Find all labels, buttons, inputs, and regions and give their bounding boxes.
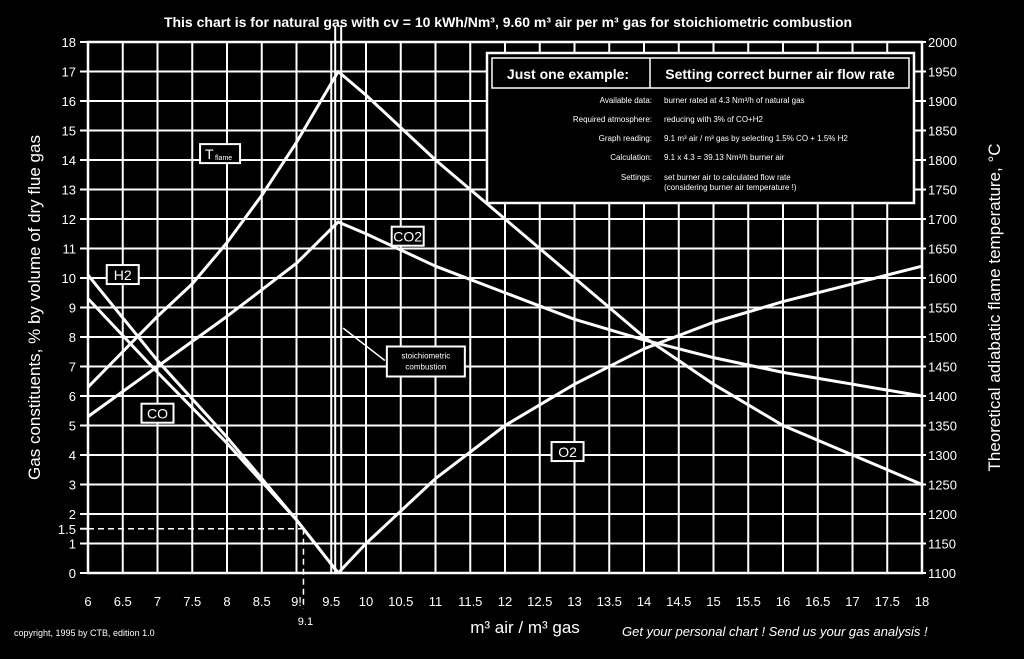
annotation-text: stoichiometric [401, 351, 451, 361]
example-row-value: set burner air to calculated flow rate [664, 173, 791, 182]
y-tick-label: 11 [62, 241, 76, 257]
x-tick-label: 10 [358, 594, 374, 609]
y-tick-label: 9 [68, 300, 76, 316]
annotation-text: combustion [405, 362, 447, 372]
y2-tick-label: 1500 [928, 330, 957, 345]
example-row-label: Available data: [599, 96, 652, 105]
x-tick-label: 14 [636, 594, 652, 609]
curve-label: H2 [113, 267, 132, 284]
series-line-co [88, 299, 338, 573]
x-tick-label: 8.5 [252, 594, 271, 609]
x-tick-label: 15.5 [735, 594, 761, 609]
y-tick-label: 4 [68, 448, 76, 463]
y-tick-label: 18 [61, 35, 76, 50]
y-tick-label: 12 [61, 212, 76, 227]
y2-tick-label: 1550 [928, 300, 957, 316]
x-tick-label: 13.5 [596, 594, 622, 609]
y-tick-label: 15 [61, 123, 76, 139]
example-row-label: Settings: [620, 173, 652, 182]
y2-tick-label: 1100 [928, 566, 956, 581]
x-axis-title: m³ air / m³ gas [470, 618, 580, 637]
y2-tick-label: 1150 [928, 536, 956, 552]
example-row-value: 9.1 x 4.3 = 39.13 Nm³/h burner air [664, 153, 785, 162]
y2-tick-label: 1300 [928, 448, 957, 463]
x-tick-label: 16 [775, 594, 791, 609]
y-tick-label: 17 [61, 64, 76, 80]
y-tick-label: 1 [68, 536, 76, 552]
y2-tick-label: 1900 [928, 94, 957, 109]
y-tick-label: 2 [68, 507, 76, 522]
curve-label: CO2 [393, 228, 423, 245]
example-row-value: reducing with 3% of CO+H2 [664, 115, 763, 124]
x-tick-label: 11.5 [458, 594, 483, 609]
x-tick-label: 9! [291, 594, 302, 609]
example-row-value: 9.1 m³ air / m³ gas by selecting 1.5% CO + 1.5% H2 [664, 134, 848, 143]
y2-tick-label: 1800 [928, 153, 957, 168]
annotation-pointer [343, 328, 385, 360]
example-row-label: Required atmosphere: [572, 115, 652, 124]
x-tick-label: 9.5 [322, 594, 341, 609]
x-tick-label: 11 [428, 594, 443, 609]
x-tick-label: 12.5 [527, 594, 553, 609]
y2-tick-label: 1450 [928, 359, 957, 375]
y2-tick-label: 1350 [928, 418, 957, 434]
example-row-value: burner rated at 4.3 Nm³/h of natural gas [664, 96, 805, 105]
x-tick-label: 6.5 [113, 594, 132, 609]
x-tick-label: 17 [845, 594, 860, 609]
x-tick-label: 8 [223, 594, 231, 609]
y2-tick-label: 1400 [928, 389, 957, 404]
y-tick-label: 0 [68, 566, 76, 581]
footer-call-to-action: Get your personal chart ! Send us your gas analysis ! [622, 624, 928, 639]
y2-tick-label: 1200 [928, 507, 957, 522]
example-heading-left: Just one example: [506, 66, 630, 82]
y-tick-label: 5 [68, 418, 76, 434]
y2-tick-label: 1600 [928, 271, 957, 286]
x-tick-label: 16.5 [805, 594, 831, 609]
y2-tick-label: 2000 [928, 35, 957, 50]
copyright-text: copyright, 1995 by CTB, edition 1.0 [14, 628, 155, 638]
y2-tick-label: 1700 [928, 212, 957, 227]
x-tick-label: 14.5 [666, 594, 692, 609]
curve-label: T [205, 146, 214, 163]
y2-axis-title: Theoretical adiabatic flame temperature, °C [985, 143, 1004, 472]
x-tick-label: 18 [914, 594, 930, 609]
y2-tick-label: 1750 [928, 182, 957, 198]
y-tick-label: 6 [68, 389, 76, 404]
example-row-value: (considering burner air temperature !) [664, 183, 797, 192]
example-row-label: Calculation: [610, 153, 652, 162]
y-tick-label: 3 [68, 477, 76, 493]
example-row-label: Graph reading: [598, 134, 652, 143]
y2-tick-label: 1250 [928, 477, 957, 493]
y-tick-label: 16 [61, 94, 76, 109]
y2-tick-label: 1950 [928, 64, 957, 80]
x-tick-label: 10.5 [388, 594, 414, 609]
example-heading-right: Setting correct burner air flow rate [665, 66, 895, 82]
x-tick-label: 12 [497, 594, 513, 609]
x-tick-label: 15 [706, 594, 721, 609]
y-tick-label: 13 [61, 182, 76, 198]
x-tick-label: 7.5 [183, 594, 202, 609]
y-tick-label: 10 [61, 271, 76, 286]
x-tick-label: 7 [153, 594, 162, 609]
reading-x-label: 9.1 [297, 616, 314, 628]
chart-title: This chart is for natural gas with cv = 10 kWh/Nm³, 9.60 m³ air per m³ gas for stoichiometric combustion [163, 14, 853, 30]
x-tick-label: 6 [84, 594, 92, 609]
y2-tick-label: 1850 [928, 123, 957, 139]
y-axis-title: Gas constituents, % by volume of dry flue gas [25, 135, 44, 480]
series-line-o2 [338, 266, 922, 573]
x-tick-label: 17.5 [874, 594, 900, 609]
curve-label: CO [147, 405, 168, 422]
curve-label: O2 [558, 444, 577, 461]
y-tick-label: 14 [61, 153, 76, 168]
y2-tick-label: 1650 [928, 241, 957, 257]
curve-label-subscript: flame [215, 155, 233, 163]
y-tick-label: 8 [68, 330, 76, 345]
y-tick-label: 7 [68, 359, 76, 375]
x-tick-label: 13 [567, 594, 582, 609]
y-tick-label: 1.5 [57, 521, 76, 537]
